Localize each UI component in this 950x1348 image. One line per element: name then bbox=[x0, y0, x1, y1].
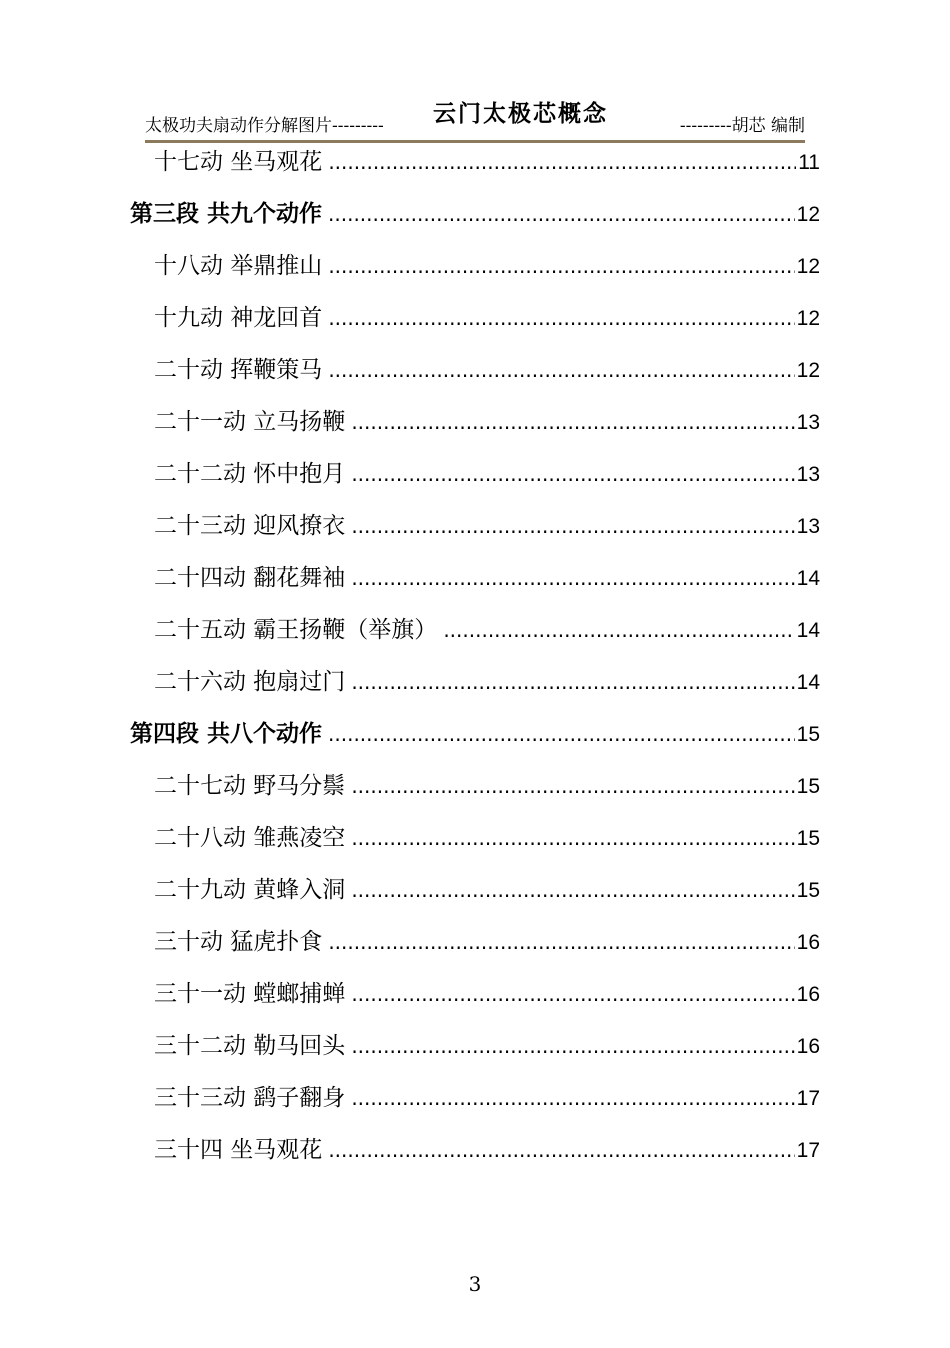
toc-entry-label: 二十二动 怀中抱月 bbox=[154, 461, 346, 487]
toc-entry-label: 十八动 举鼎推山 bbox=[154, 253, 323, 279]
toc-section-row[interactable] bbox=[130, 714, 820, 754]
toc-entry-label: 二十四动 翻花舞袖 bbox=[154, 565, 346, 591]
toc-entry-row[interactable] bbox=[154, 922, 820, 962]
toc-entry-row[interactable] bbox=[154, 402, 820, 442]
toc-leader-dots bbox=[351, 766, 794, 806]
toc-leader-dots bbox=[351, 1026, 794, 1066]
toc-entry-row[interactable] bbox=[154, 1078, 820, 1118]
toc-entry-row[interactable] bbox=[154, 610, 820, 650]
toc-leader-dots bbox=[328, 298, 794, 338]
toc-entry-label: 二十动 挥鞭策马 bbox=[154, 357, 323, 383]
toc-page-number: 16 bbox=[796, 983, 820, 1006]
toc-leader-dots bbox=[328, 142, 796, 182]
toc-entry-label: 十九动 神龙回首 bbox=[154, 305, 323, 331]
toc-page-number: 12 bbox=[796, 203, 820, 226]
toc-entry-row[interactable] bbox=[154, 974, 820, 1014]
toc-entry-row[interactable] bbox=[154, 298, 820, 338]
toc-entry-row[interactable] bbox=[154, 558, 820, 598]
toc-entry-row[interactable] bbox=[154, 454, 820, 494]
toc-entry-label: 二十七动 野马分鬃 bbox=[154, 773, 346, 799]
toc-entry-label: 三十动 猛虎扑食 bbox=[154, 929, 323, 955]
toc-entry-label: 二十九动 黄蜂入洞 bbox=[154, 877, 346, 903]
toc-entry-row[interactable] bbox=[154, 662, 820, 702]
toc-page-number: 16 bbox=[796, 931, 820, 954]
toc-entry-label: 三十二动 勒马回头 bbox=[154, 1033, 346, 1059]
toc-leader-dots bbox=[351, 454, 794, 494]
toc-entry-label: 二十六动 抱扇过门 bbox=[154, 669, 346, 695]
toc-page-number: 14 bbox=[796, 567, 820, 590]
toc-entry-label: 三十四 坐马观花 bbox=[154, 1137, 323, 1163]
toc-leader-dots bbox=[351, 506, 794, 546]
toc-page-number: 13 bbox=[796, 411, 820, 434]
page-number: 3 bbox=[468, 1272, 482, 1296]
toc-page-number: 12 bbox=[796, 359, 820, 382]
toc-section-label: 第三段 共九个动作 bbox=[130, 201, 323, 227]
toc-leader-dots bbox=[328, 1130, 794, 1170]
toc-entry-label: 二十五动 霸王扬鞭（举旗） bbox=[154, 617, 438, 643]
toc-page-number: 17 bbox=[796, 1087, 820, 1110]
toc-page-number: 15 bbox=[796, 723, 820, 746]
toc-page-number: 14 bbox=[796, 671, 820, 694]
toc-entry-label: 二十三动 迎风撩衣 bbox=[154, 513, 346, 539]
toc-leader-dots bbox=[328, 922, 794, 962]
toc-leader-dots bbox=[328, 714, 795, 754]
toc-page-number: 14 bbox=[796, 619, 820, 642]
toc-leader-dots bbox=[351, 1078, 794, 1118]
toc-entry-row[interactable] bbox=[154, 142, 820, 182]
toc-leader-dots bbox=[351, 818, 794, 858]
toc-leader-dots bbox=[351, 974, 794, 1014]
toc-page-number: 16 bbox=[796, 1035, 820, 1058]
toc-leader-dots bbox=[351, 558, 794, 598]
toc-page-number: 13 bbox=[796, 463, 820, 486]
toc-section-row[interactable] bbox=[130, 194, 820, 234]
toc-entry-row[interactable] bbox=[154, 246, 820, 286]
toc-entry-label: 三十三动 鹞子翻身 bbox=[154, 1085, 346, 1111]
toc-entry-label: 二十八动 雏燕凌空 bbox=[154, 825, 346, 851]
toc-page-number: 15 bbox=[796, 775, 820, 798]
header-left-text: 太极功夫扇动作分解图片--------- bbox=[145, 116, 384, 136]
toc-section-label: 第四段 共八个动作 bbox=[130, 721, 323, 747]
toc-leader-dots bbox=[328, 194, 795, 234]
header-title: 云门太极芯概念 bbox=[433, 100, 608, 127]
toc-page-number: 13 bbox=[796, 515, 820, 538]
toc-entry-row[interactable] bbox=[154, 766, 820, 806]
toc-leader-dots bbox=[328, 350, 794, 390]
toc-entry-row[interactable] bbox=[154, 1026, 820, 1066]
toc-leader-dots bbox=[351, 402, 794, 442]
toc-page-number: 17 bbox=[796, 1139, 820, 1162]
toc-page-number: 11 bbox=[798, 151, 820, 174]
toc-page-number: 12 bbox=[796, 307, 820, 330]
toc-entry-row[interactable] bbox=[154, 506, 820, 546]
toc-leader-dots bbox=[351, 870, 794, 910]
toc-entry-label: 十七动 坐马观花 bbox=[154, 149, 323, 175]
toc-entry-row[interactable] bbox=[154, 1130, 820, 1170]
toc-page-number: 12 bbox=[796, 255, 820, 278]
toc-entry-row[interactable] bbox=[154, 870, 820, 910]
toc-entry-label: 三十一动 螳螂捕蝉 bbox=[154, 981, 346, 1007]
toc-entry-label: 二十一动 立马扬鞭 bbox=[154, 409, 346, 435]
toc-leader-dots bbox=[351, 662, 794, 702]
toc-page-number: 15 bbox=[796, 827, 820, 850]
toc-leader-dots bbox=[443, 610, 794, 650]
toc-entry-row[interactable] bbox=[154, 818, 820, 858]
toc-entry-row[interactable] bbox=[154, 350, 820, 390]
toc-page-number: 15 bbox=[796, 879, 820, 902]
toc-leader-dots bbox=[328, 246, 794, 286]
page-header bbox=[145, 96, 805, 142]
header-right-text: ---------胡芯 编制 bbox=[679, 116, 805, 136]
